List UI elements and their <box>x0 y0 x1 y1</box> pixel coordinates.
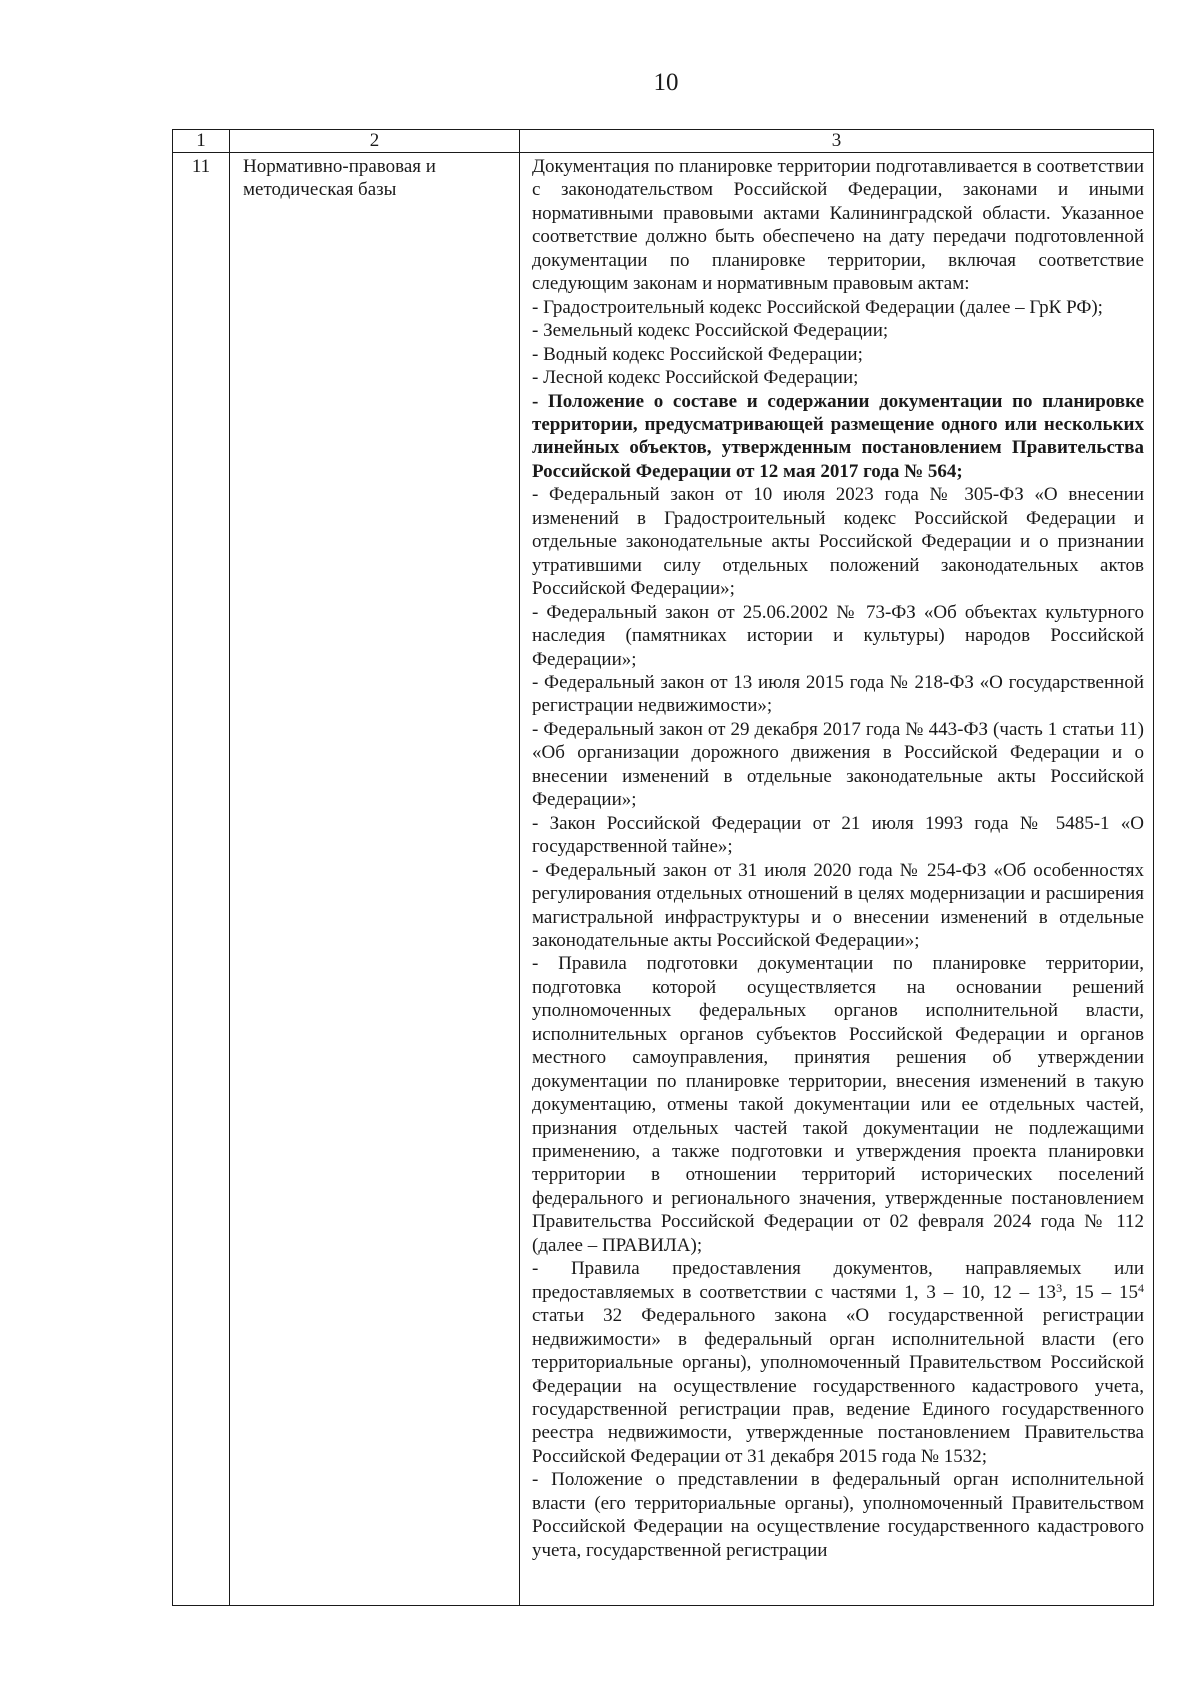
row-number: 11 <box>173 153 230 1606</box>
list-item-land-code: - Земельный кодекс Российской Федерации; <box>532 320 889 342</box>
list-item-law-254: - Федеральный закон от 31 июля 2020 года № 254-ФЗ «Об особенностях регулирования отдельных отношений в целях модернизации и расширения магистральной инфраструктуры и о внесении изменений в отдельные законодательные акты Российской Федерации»; <box>532 859 1144 951</box>
row-title-line-1: Нормативно-правовая и <box>243 156 436 177</box>
list-item-rules-112: - Правила подготовки документации по планировке территории, подготовка которой осуществляется на основании решений уполномоченных федеральных органов исполнительной власти, исполнительных органов субъектов Российской Федерации и органов местного самоуправления, принятия решения об утверждении документации по планировке территории, внесения изменений в такую документацию, отмены такой документации или ее отдельных частей, признания отдельных частей такой документации не подлежащими применению, а также подготовки и утверждения проекта планировки территории в отношении территорий исторических поселений федерального и регионального значения, утвержденные постановлением Правительства Российской Федерации от 02 февраля 2024 года № 112 (далее – ПРАВИЛА); <box>532 953 1144 1256</box>
row-title <box>230 153 520 1606</box>
list-item-law-305: - Федеральный закон от 10 июля 2023 года № 305-ФЗ «О внесении изменений в Градостроительный кодекс Российской Федерации и отдельные законодательные акты Российской Федерации и о признании утратившими силу отдельных положений законодательных актов Российской Федерации»; <box>532 484 1144 600</box>
header-cell-1: 1 <box>173 130 230 153</box>
header-cell-3: 3 <box>520 130 1154 153</box>
list-item-water-code: - Водный кодекс Российской Федерации; <box>532 343 863 365</box>
list-item-regulation-564: - Положение о составе и содержании документации по планировке территории, предусматривающей размещение одного или нескольких линейных объектов, утвержденным постановлением Правительства Российской Федерации от 12 мая 2017 года № 564; <box>532 390 1144 482</box>
page-number: 10 <box>653 69 679 96</box>
rules-1532-sup-a: 3 <box>1056 1280 1063 1295</box>
list-item-regulation-submission: - Положение о представлении в федеральный орган исполнительной власти (его территориальные органы), уполномоченный Правительством Российской Федерации на осуществление государственного кадастрового учета, государственной регистрации <box>532 1469 1144 1561</box>
list-item-law-5485: - Закон Российской Федерации от 21 июля 1993 года № 5485-1 «О государственной тайне»; <box>532 812 1144 858</box>
row-content <box>520 153 1154 1606</box>
list-item-grk: - Градостроительный кодекс Российской Федерации (далее – ГрК РФ); <box>532 296 1103 318</box>
rules-1532-text-b: , 15 – 15 <box>1062 1281 1138 1303</box>
requirements-table <box>172 129 1154 1606</box>
rules-1532-sup-b: 4 <box>1138 1280 1144 1295</box>
list-item-law-218: - Федеральный закон от 13 июля 2015 года № 218-ФЗ «О государственной регистрации недвижимости»; <box>532 671 1144 717</box>
list-item-law-443: - Федеральный закон от 29 декабря 2017 года № 443-ФЗ (часть 1 статьи 11) «Об организации дорожного движения в Российской Федерации и о внесении изменений в отдельные законодательные акты Российской Федерации»; <box>532 718 1144 811</box>
table-header-row <box>173 130 1154 153</box>
rules-1532-text-a: - Правила предоставления документов, направляемых или предоставляемых в соответствии с частями 1, 3 – 10, 12 – 13 <box>532 1258 1144 1303</box>
list-item-forest-code: - Лесной кодекс Российской Федерации; <box>532 367 859 389</box>
row-title-line-2: методическая базы <box>243 179 397 201</box>
header-cell-2: 2 <box>230 130 520 153</box>
rules-1532-text-c: статьи 32 Федерального закона «О государственной регистрации недвижимости» в федеральный орган исполнительной власти (его территориальные органы), уполномоченный Правительством Российской Федерации на осуществление государственного кадастрового учета, государственной регистрации прав, ведение Единого государственного реестра недвижимости, утвержденные постановлением Правительства Российской Федерации от 31 декабря 2015 года № 1532; <box>532 1305 1144 1467</box>
intro-paragraph: Документация по планировке территории подготавливается в соответствии с законодательством Российской Федерации, законами и иными нормативными правовыми актами Калининградской области. Указанное соответствие должно быть обеспечено на дату передачи подготовленной документации по планировке территории, включая соответствие следующим законам и нормативным правовым актам: <box>532 156 1144 295</box>
list-item-law-73: - Федеральный закон от 25.06.2002 № 73-ФЗ «Об объектах культурного наследия (памятниках истории и культуры) народов Российской Федерации»; <box>532 601 1144 670</box>
table-row <box>173 153 1154 1606</box>
list-item-rules-1532 <box>532 1257 1144 1468</box>
